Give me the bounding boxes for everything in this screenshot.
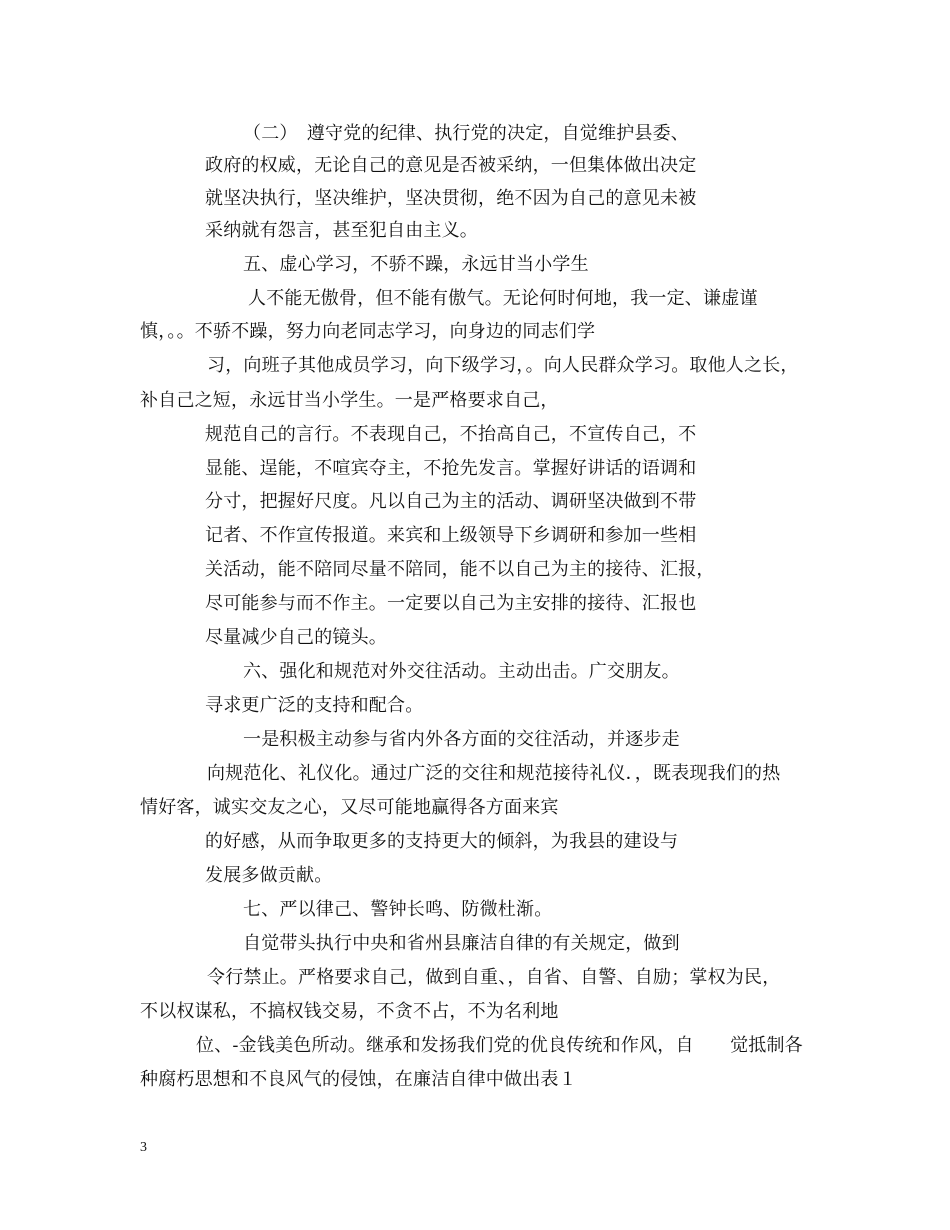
section-heading: 六、强化和规范对外交往活动。主动出击。广交朋友。 <box>243 661 680 682</box>
text-line: 人不能无傲骨，但不能有傲气。无论何时何地，我一定、谦虚谨 <box>248 288 758 309</box>
text-line: 的好感，从而争取更多的支持更大的倾斜，为我县的建设与 <box>205 831 679 852</box>
text-line: 向规范化、礼仪化。通过广泛的交往和规范接待礼仪．，既表现我们的热 <box>207 763 781 784</box>
text-line: 发展多做贡献。 <box>205 865 333 886</box>
text-line: 就坚决执行，坚决维护，坚决贯彻，绝不因为自己的意见未被 <box>205 188 697 209</box>
text-line: 尽量减少自己的镜头。 <box>205 627 387 648</box>
text-line: 种腐朽思想和不良风气的侵蚀，在廉洁自律中做出表１ <box>140 1069 577 1090</box>
text-line: 位、-金钱美色所动。继承和发扬我们党的优良传统和作风，自 觉抵制各 <box>196 1035 803 1056</box>
section-heading: 七、严以律己、警钟长鸣、防微杜渐。 <box>243 899 553 920</box>
text-line: 慎，。。不骄不躁，努力向老同志学习，向身边的同志们学 <box>140 321 596 342</box>
text-line: 采纳就有怨言，甚至犯自由主义。 <box>205 220 478 241</box>
text-line: 分寸，把握好尺度。凡以自己为主的活动、调研坚决做到不带 <box>205 491 697 512</box>
text-line: 不以权谋私，不搞权钱交易，不贪不占，不为名利地 <box>140 1001 559 1022</box>
text-line: 显能、逞能，不喧宾夺主，不抢先发言。掌握好讲话的语调和 <box>205 458 697 479</box>
text-line: 规范自己的言行。不表现自己，不抬高自己，不宣传自己，不 <box>205 424 697 445</box>
text-line: 情好客，诚实交友之心，又尽可能地赢得各方面来宾 <box>140 797 559 818</box>
text-line: 记者、不作宣传报道。来宾和上级领导下乡调研和参加一些相 <box>205 525 697 546</box>
text-line: 一是积极主动参与省内外各方面的交往活动，并逐步走 <box>243 729 680 750</box>
text-line: 尽可能参与而不作主。一定要以自己为主安排的接待、汇报也 <box>205 593 697 614</box>
text-line: 补自己之短，永远甘当小学生。一是严格要求自己， <box>140 390 559 411</box>
section-heading: 五、虚心学习，不骄不躁，永远甘当小学生 <box>243 254 589 275</box>
text-line: 寻求更广泛的支持和配合。 <box>205 695 424 716</box>
text-line: 自觉带头执行中央和省州县廉洁自律的有关规定，做到 <box>243 933 680 954</box>
text-line: 习，向班子其他成员学习，向下级学习，。向人民群众学习。取他人之长， <box>207 355 799 376</box>
text-line: 令行禁止。严格要求自己，做到自重、，自省、自警、自励；掌权为民， <box>207 967 781 988</box>
text-line: 关活动，能不陪同尽量不陪同，能不以自己为主的接待、汇报， <box>205 559 715 580</box>
text-line: （二） 遵守党的纪律、执行党的决定，自觉维护县委、 <box>243 123 689 144</box>
page-number: 3 <box>140 1140 147 1155</box>
text-line: 政府的权威，无论自己的意见是否被采纳，一但集体做出决定 <box>205 155 697 176</box>
